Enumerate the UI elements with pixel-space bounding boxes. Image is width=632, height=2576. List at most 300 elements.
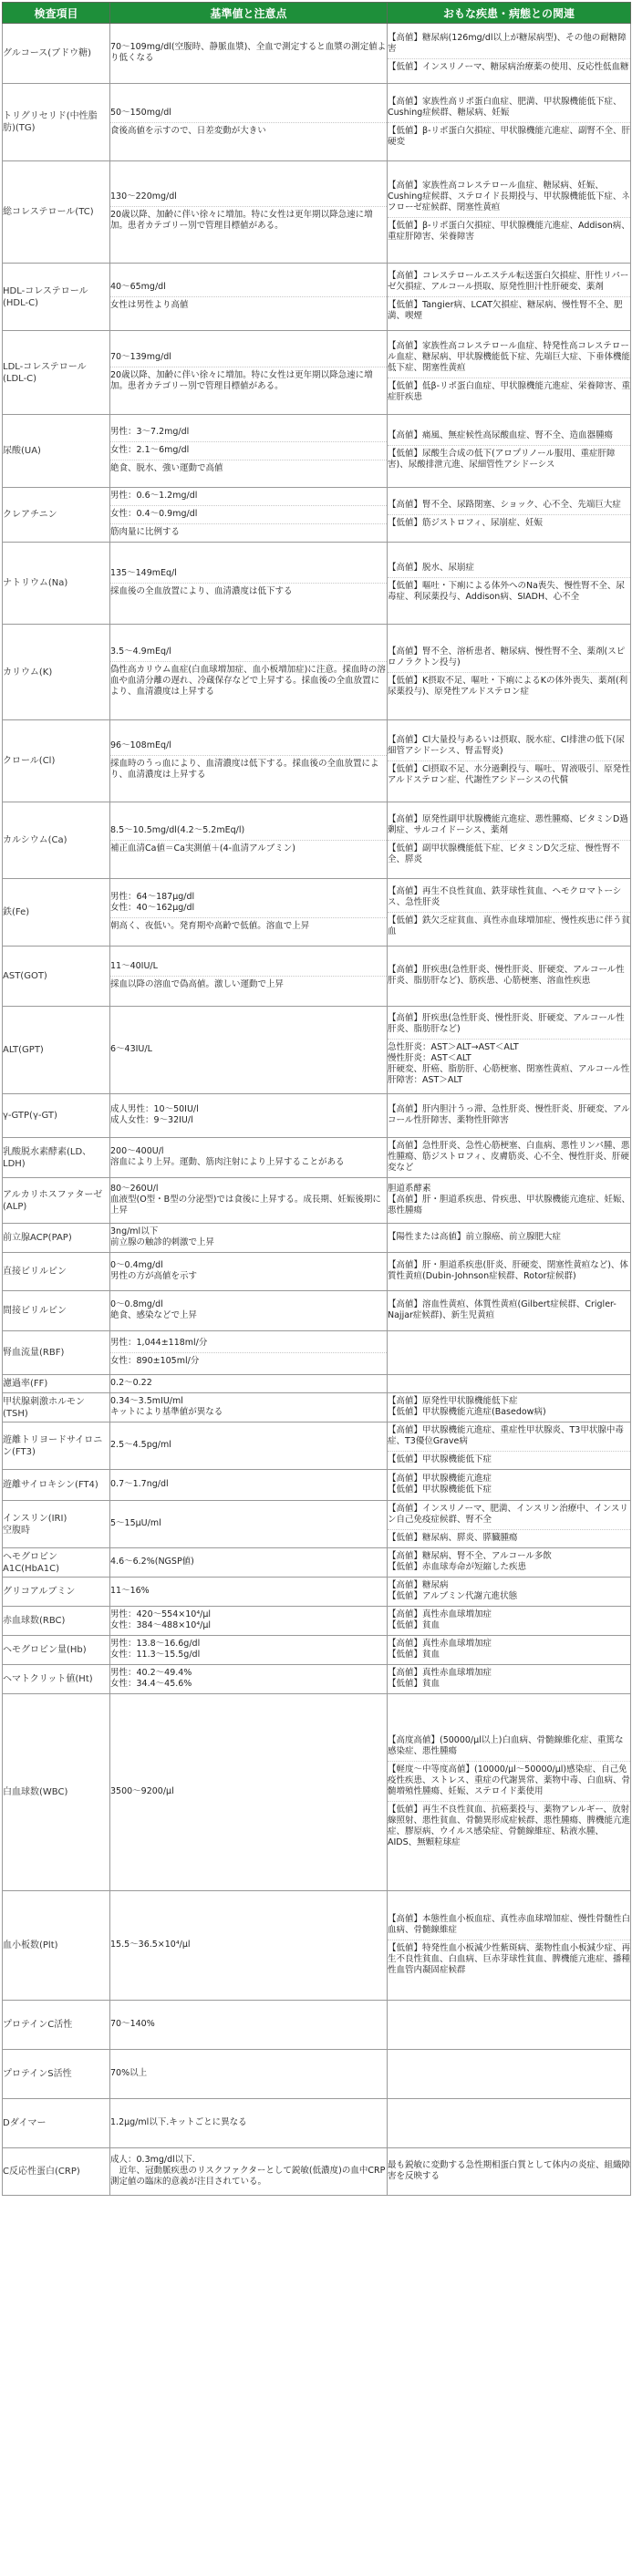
test-item-name xyxy=(3,488,110,543)
related-disease-block xyxy=(388,218,630,246)
table-row xyxy=(3,1178,631,1224)
test-item-name xyxy=(3,161,110,264)
related-disease-line: 【高値】原発性副甲状腺機能亢進症、悪性腫瘍、ビタミンD過剰症、サルコイドーシス、薬剤 xyxy=(388,814,628,835)
related-disease-block xyxy=(388,913,630,941)
reference-value-block xyxy=(110,39,387,67)
reference-value-block xyxy=(110,584,387,601)
reference-value-line: 女性：890±105ml/分 xyxy=(110,1356,200,1366)
reference-value-line: 0.7～1.7ng/dl xyxy=(110,1479,169,1489)
related-disease-block xyxy=(388,428,630,446)
related-disease-line: 【低値】Tangier病、LCAT欠損症、糖尿病、慢性腎不全、肥満、喫煙 xyxy=(388,300,623,321)
related-disease-line: 【低値】低β-リポ蛋白血症、甲状腺機能亢進症、栄養障害、重症肝疾患 xyxy=(388,381,630,402)
reference-value-cell xyxy=(110,1007,388,1094)
reference-value-cell xyxy=(110,1891,388,2001)
related-disease-block xyxy=(388,1733,630,1762)
reference-value-cell xyxy=(110,1501,388,1548)
reference-value-cell xyxy=(110,1253,388,1291)
table-row xyxy=(3,1094,631,1138)
related-disease-block xyxy=(388,178,630,218)
test-item-name xyxy=(3,1636,110,1665)
test-item-name xyxy=(3,84,110,161)
related-disease-line: 【高値】真性赤血球増加症 xyxy=(388,1668,492,1678)
reference-value-block xyxy=(110,756,387,784)
related-disease-line: 【高値】肝・胆道系疾患(肝炎、肝硬変、閉塞性黄疸など)、体質性黄疸(Dubin-Johnson症候群、Rotor症候群) xyxy=(388,1260,628,1281)
related-disease-cell xyxy=(388,2148,631,2196)
related-disease-line: 【低値】K摂取不足、嘔吐・下痢によるKの体外喪失、薬剤(利尿薬投与)、原発性アルドステロン症 xyxy=(388,675,628,697)
reference-value-block xyxy=(110,644,387,662)
reference-value-cell xyxy=(110,1665,388,1694)
table-header xyxy=(3,3,631,24)
reference-value-line: 朝高く、夜低い。発育期や高齢で低値。溶血で上昇 xyxy=(110,921,310,931)
reference-value-block xyxy=(110,488,387,506)
related-disease-block xyxy=(388,732,630,761)
related-disease-block xyxy=(388,268,630,297)
related-disease-block xyxy=(388,2022,630,2028)
related-disease-cell xyxy=(388,331,631,415)
reference-value-line: 男性：1,044±118ml/分 xyxy=(110,1338,208,1348)
reference-value-cell xyxy=(110,879,388,947)
reference-value-block xyxy=(110,367,387,396)
table-row xyxy=(3,1636,631,1665)
reference-value-block xyxy=(110,977,387,994)
related-disease-block xyxy=(388,1381,630,1387)
reference-value-block xyxy=(110,1554,387,1571)
header-test-item: 検査項目 xyxy=(3,3,110,24)
related-disease-line: 【低値】糖尿病、膵炎、膵臓腫瘍 xyxy=(388,1533,518,1543)
reference-value-block xyxy=(110,506,387,524)
reference-value-block xyxy=(110,1102,387,1130)
reference-value-line: 男性：40.2～49.4% xyxy=(110,1668,192,1678)
reference-value-line: 女性：0.4～0.9mg/dl xyxy=(110,509,198,519)
test-item-name-line: LDL-コレステロール xyxy=(3,361,87,372)
test-item-name-line: Dダイマー xyxy=(3,2118,47,2128)
reference-value-line: 男性：420～554×10⁴/μl xyxy=(110,1609,212,1619)
table-row xyxy=(3,1253,631,1291)
test-item-name xyxy=(3,1178,110,1224)
test-item-name-line: (LDL-C) xyxy=(3,373,37,384)
reference-value-block xyxy=(110,207,387,235)
test-item-name-line: 直接ビリルビン xyxy=(3,1267,67,1277)
reference-value-line: 近年、冠動脈疾患のリスクファクターとして鋭敏(低濃度)の血中CRP測定値の臨床的意義が注目されている。 xyxy=(110,2166,386,2187)
reference-value-block xyxy=(110,1636,387,1664)
test-item-name-line: γ-GTP(γ-GT) xyxy=(3,1111,57,1121)
table-row xyxy=(3,2001,631,2050)
related-disease-block xyxy=(388,1911,630,1940)
related-disease-block xyxy=(388,1422,630,1452)
related-disease-line: 急性肝炎：AST＞ALT→AST＜ALT xyxy=(388,1042,519,1052)
test-item-name xyxy=(3,1094,110,1138)
related-disease-block xyxy=(388,338,630,378)
reference-value-block xyxy=(110,1607,387,1635)
reference-value-line: 0～0.8mg/dl xyxy=(110,1299,163,1309)
test-item-name-line: 空腹時 xyxy=(3,1525,30,1536)
related-disease-cell xyxy=(388,1694,631,1891)
related-disease-block xyxy=(388,1229,630,1247)
test-item-name xyxy=(3,2099,110,2148)
test-item-name xyxy=(3,1224,110,1253)
reference-value-cell xyxy=(110,543,388,625)
reference-value-line: 採血以降の溶血で偽高値。激しい運動で上昇 xyxy=(110,979,285,989)
reference-value-line: 11～16% xyxy=(110,1586,150,1596)
reference-value-line: 女性：384～488×10⁴/μl xyxy=(110,1620,212,1630)
reference-value-line: 筋肉量に比例する xyxy=(110,527,181,537)
related-disease-block xyxy=(388,1578,630,1606)
reference-value-cell xyxy=(110,1393,388,1422)
test-item-name-line: プロテインC活性 xyxy=(3,2020,73,2030)
table-row xyxy=(3,1331,631,1375)
reference-value-line: 食後高値を示すので、日差変動が大きい xyxy=(110,125,266,136)
related-disease-line: 【低値】筋ジストロフィ、尿崩症、妊娠 xyxy=(388,518,543,528)
reference-value-line: 130～220mg/dl xyxy=(110,191,177,202)
related-disease-block xyxy=(388,1010,630,1040)
reference-value-line: 40～65mg/dl xyxy=(110,282,166,292)
related-disease-cell xyxy=(388,1470,631,1501)
reference-value-block xyxy=(110,297,387,315)
reference-value-block xyxy=(110,1297,387,1325)
reference-value-line: 0.34～3.5mIU/ml xyxy=(110,1396,183,1406)
related-disease-cell xyxy=(388,1375,631,1393)
test-item-name-line: 尿酸(UA) xyxy=(3,446,41,456)
related-disease-block xyxy=(388,884,630,913)
related-disease-cell xyxy=(388,1665,631,1694)
related-disease-line: 【高値】溶血性黄疸、体質性黄疸(Gilbert症候群、Crigler-Najjar症候群)、新生児黄疸 xyxy=(388,1299,616,1320)
reference-value-line: 偽性高カリウム血症(白血球増加症、血小板増加症)に注意。採血時の溶血や血清分離の遅れ、冷蔵保存などで上昇する。採血後の全血放置により、血清濃度は上昇する xyxy=(110,664,386,697)
related-disease-block xyxy=(388,1350,630,1356)
table-row xyxy=(3,24,631,84)
related-disease-cell xyxy=(388,802,631,879)
related-disease-block xyxy=(388,1530,630,1547)
related-disease-block xyxy=(388,1452,630,1469)
test-item-name xyxy=(3,415,110,488)
related-disease-line: 【低値】特発性血小板減少性紫斑病、薬物性血小板減少症、再生不良性貧血、白血病、巨赤芽球性貧血、脾機能亢進症、播種性血管内凝固症候群 xyxy=(388,1943,631,1975)
table-row xyxy=(3,1548,631,1578)
related-disease-line: 【高値】痛風、無症候性高尿酸血症、腎不全、造血器腫瘍 xyxy=(388,430,614,440)
test-item-name-line: 遊離サイロキシン(FT4) xyxy=(3,1480,98,1490)
test-item-name-line: 乳酸脱水素酵素(LD、LDH) xyxy=(3,1146,92,1169)
related-disease-line: 【高値】肝内胆汁うっ滞、急性肝炎、慢性肝炎、肝硬変、アルコール性肝障害、薬物性肝障害 xyxy=(388,1104,630,1125)
related-disease-line: 【陽性または高値】前立腺癌、前立腺肥大症 xyxy=(388,1232,562,1242)
table-row xyxy=(3,331,631,415)
reference-value-line: 6～43IU/L xyxy=(110,1044,152,1054)
related-disease-block xyxy=(388,1297,630,1325)
related-disease-cell xyxy=(388,2001,631,2050)
test-item-name-line: 前立腺ACP(PAP) xyxy=(3,1233,72,1243)
reference-value-block xyxy=(110,279,387,297)
reference-value-block xyxy=(110,105,387,123)
related-disease-block xyxy=(388,1607,630,1635)
reference-value-line: 男性：13.8～16.6g/dl xyxy=(110,1639,201,1649)
table-row xyxy=(3,720,631,802)
related-disease-line: 【高値】肝疾患(急性肝炎、慢性肝炎、肝硬変、アルコール性肝炎、脂肪肝など) xyxy=(388,1013,625,1034)
reference-value-block xyxy=(110,1335,387,1353)
related-disease-block xyxy=(388,297,630,326)
reference-value-line: 女性：40～162μg/dl xyxy=(110,903,195,913)
table-row xyxy=(3,1138,631,1178)
test-item-name xyxy=(3,2148,110,2196)
related-disease-line: 【低値】β-リポ蛋白欠損症、甲状腺機能亢進症、副腎不全、肝硬変 xyxy=(388,125,630,147)
reference-value-cell xyxy=(110,947,388,1007)
reference-value-cell xyxy=(110,1094,388,1138)
related-disease-cell xyxy=(388,1578,631,1607)
header-row xyxy=(3,3,631,24)
table-row xyxy=(3,1694,631,1891)
test-item-name-line: 鉄(Fe) xyxy=(3,907,30,917)
test-item-name xyxy=(3,1291,110,1331)
test-item-name-line: 赤血球数(RBC) xyxy=(3,1616,66,1626)
test-item-name-line: ヘモグロビン量(Hb) xyxy=(3,1645,87,1655)
test-item-name-line: カリウム(K) xyxy=(3,667,53,678)
reference-value-cell xyxy=(110,1138,388,1178)
reference-value-line: 3500～9200/μl xyxy=(110,1786,174,1796)
related-disease-cell xyxy=(388,1224,631,1253)
reference-value-line: 3.5～4.9mEq/l xyxy=(110,646,171,657)
reference-value-block xyxy=(110,958,387,977)
reference-value-line: 採血時のうっ血により、血清濃度は低下する。採血後の全血放置により、血清濃度は上昇する xyxy=(110,759,379,780)
test-item-name-line: ヘマトクリット値(Ht) xyxy=(3,1674,93,1684)
reference-value-cell xyxy=(110,84,388,161)
test-item-name xyxy=(3,625,110,720)
related-disease-block xyxy=(388,1471,630,1499)
reference-value-line: 200～400U/l xyxy=(110,1146,164,1156)
related-disease-block xyxy=(388,2157,630,2186)
test-item-name-line: (HDL-C) xyxy=(3,297,39,308)
related-disease-line: 【低値】甲状腺機能低下症 xyxy=(388,1485,492,1495)
reference-value-line: 0.2～0.22 xyxy=(110,1378,152,1388)
reference-value-line: 5～15μU/ml xyxy=(110,1518,161,1528)
table-row xyxy=(3,802,631,879)
reference-value-line: 20歳以降、加齢に伴い徐々に増加。特に女性は更年期以降急速に増加。患者カテゴリー別で管理目標値がある。 xyxy=(110,370,373,391)
related-disease-line: 慢性肝炎：AST＜ALT xyxy=(388,1053,471,1063)
related-disease-line: 【高値】原発性甲状腺機能低下症 xyxy=(388,1396,518,1406)
test-item-name xyxy=(3,1422,110,1470)
reference-value-cell xyxy=(110,1578,388,1607)
related-disease-block xyxy=(388,123,630,151)
table-row xyxy=(3,1224,631,1253)
related-disease-line: 【高値】急性肝炎、急性心筋梗塞、白血病、悪性リンパ腫、悪性腫瘍、筋ジストロフィ、皮膚筋炎、心不全、慢性肝炎、肝硬変など xyxy=(388,1141,630,1173)
related-disease-line: 【高値】Cl大量投与あるいは摂取、脱水症、Cl排泄の低下(尿細管アシドーシス、腎盂腎炎) xyxy=(388,735,625,756)
related-disease-line: 【高値】本態性血小板血症、真性赤血球増加症、慢性骨髄性白血病、骨髄線維症 xyxy=(388,1914,631,1935)
related-disease-block xyxy=(388,1501,630,1530)
reference-value-line: 0～0.4mg/dl xyxy=(110,1260,163,1270)
related-disease-line: 【低値】再生不良性貧血、抗癌薬投与、薬物アレルギー、放射線照射、悪性貧血、骨髄異形成症候群、悪性腫瘍、脾機能亢進症、膠原病、ウイルス感染症、骨髄線維症、粘液水腫、AIDS、無顆粒球症 xyxy=(388,1805,631,1847)
related-disease-block xyxy=(388,1393,630,1422)
reference-value-line: 15.5～36.5×10⁴/μl xyxy=(110,1940,191,1950)
reference-value-block xyxy=(110,1784,387,1801)
related-disease-block xyxy=(388,2071,630,2077)
test-item-name-line: グルコース(ブドウ糖) xyxy=(3,48,92,58)
reference-value-line: 135～149mEq/l xyxy=(110,568,177,578)
related-disease-block xyxy=(388,962,630,990)
reference-value-cell xyxy=(110,1607,388,1636)
table-row xyxy=(3,264,631,331)
reference-value-cell xyxy=(110,488,388,543)
table-row xyxy=(3,2099,631,2148)
related-disease-cell xyxy=(388,1291,631,1331)
table-row xyxy=(3,161,631,264)
reference-value-block xyxy=(110,1516,387,1533)
related-disease-cell xyxy=(388,1253,631,1291)
test-item-name-line: 間接ビリルビン xyxy=(3,1306,67,1316)
reference-value-line: 成人女性：9～32IU/l xyxy=(110,1115,193,1125)
reference-value-block xyxy=(110,1476,387,1494)
related-disease-block xyxy=(388,1636,630,1664)
related-disease-cell xyxy=(388,625,631,720)
table-row xyxy=(3,879,631,947)
table-row xyxy=(3,1891,631,2001)
reference-value-block xyxy=(110,1257,387,1286)
table-row xyxy=(3,2148,631,2196)
related-disease-line: 【高値】真性赤血球増加症 xyxy=(388,1609,492,1619)
related-disease-cell xyxy=(388,1501,631,1548)
related-disease-line: 【低値】赤血球寿命が短縮した疾患 xyxy=(388,1562,527,1572)
related-disease-line: 【低値】アルブミン代謝亢進状態 xyxy=(388,1591,518,1601)
test-item-name-line: ヘモグロビンA1C(HbA1C) xyxy=(3,1551,60,1574)
reference-value-block xyxy=(110,918,387,936)
related-disease-cell xyxy=(388,415,631,488)
related-disease-block xyxy=(388,378,630,407)
related-disease-block xyxy=(388,1138,630,1177)
related-disease-block xyxy=(388,497,630,515)
related-disease-cell xyxy=(388,1007,631,1094)
reference-value-cell xyxy=(110,161,388,264)
reference-value-block xyxy=(110,460,387,478)
related-disease-block xyxy=(388,30,630,59)
reference-value-line: 男性：3～7.2mg/dl xyxy=(110,427,190,437)
table-row xyxy=(3,947,631,1007)
reference-value-line: 1.2μg/ml以下.キットごとに異なる xyxy=(110,2117,247,2127)
reference-value-line: 女性：34.4～45.6% xyxy=(110,1679,192,1689)
reference-value-line: 96～108mEq/l xyxy=(110,740,171,750)
related-disease-line: 【低値】β-リポ蛋白欠損症、甲状腺機能亢進症、Addison病、重症肝障害、栄養障害 xyxy=(388,221,630,242)
reference-value-cell xyxy=(110,2148,388,2196)
related-disease-line: 【高値】コレステロールエステル転送蛋白欠損症、肝性リパーゼ欠損症、アルコール摂取、原発性胆汁性肝硬変、薬剤 xyxy=(388,271,629,292)
related-disease-cell xyxy=(388,543,631,625)
reference-value-cell xyxy=(110,2099,388,2148)
related-disease-cell xyxy=(388,488,631,543)
reference-value-block xyxy=(110,565,387,584)
related-disease-cell xyxy=(388,1393,631,1422)
table-row xyxy=(3,1375,631,1393)
reference-value-line: キットにより基準値が異なる xyxy=(110,1407,223,1417)
test-item-name xyxy=(3,1501,110,1548)
test-item-name xyxy=(3,720,110,802)
reference-value-cell xyxy=(110,720,388,802)
test-item-name xyxy=(3,1331,110,1375)
reference-value-block xyxy=(110,524,387,542)
related-disease-line: 【高値】腎不全、溶析患者、糖尿病、慢性腎不全、薬剤(スピロノラクトン投与) xyxy=(388,646,626,667)
lab-reference-table xyxy=(2,2,631,2196)
table-row xyxy=(3,84,631,161)
test-item-name xyxy=(3,1470,110,1501)
test-item-name xyxy=(3,1393,110,1422)
reference-value-block xyxy=(110,123,387,140)
related-disease-cell xyxy=(388,24,631,84)
related-disease-line: 【高値】肝疾患(急性肝炎、慢性肝炎、肝硬変、アルコール性肝炎、脂肪肝など)、筋疾患、心筋梗塞、溶血性疾患 xyxy=(388,965,625,986)
test-item-name xyxy=(3,1375,110,1393)
test-item-name xyxy=(3,1891,110,2001)
reference-value-cell xyxy=(110,1291,388,1331)
reference-value-block xyxy=(110,1224,387,1252)
table-row xyxy=(3,1393,631,1422)
reference-value-block xyxy=(110,1375,387,1392)
table-row xyxy=(3,1422,631,1470)
related-disease-block xyxy=(388,1181,630,1220)
test-item-name xyxy=(3,264,110,331)
related-disease-line: 【高値】家族性高コレステロール血症、特発性高コレステロール血症、糖尿病、甲状腺機能低下症、先端巨大症、下垂体機能低下症、閉塞性黄疸 xyxy=(388,341,631,373)
test-item-name xyxy=(3,24,110,84)
reference-value-cell xyxy=(110,415,388,488)
related-disease-line: 【低値】副甲状腺機能低下症、ビタミンD欠乏症、慢性腎不全、膵炎 xyxy=(388,843,620,864)
related-disease-cell xyxy=(388,1891,631,2001)
reference-value-line: 女性は男性より高値 xyxy=(110,300,189,310)
reference-value-block xyxy=(110,2065,387,2083)
reference-value-block xyxy=(110,424,387,442)
reference-value-block xyxy=(110,189,387,207)
related-disease-block xyxy=(388,446,630,474)
related-disease-block xyxy=(388,578,630,606)
related-disease-line: 【低値】貧血 xyxy=(388,1620,440,1630)
reference-value-cell xyxy=(110,1636,388,1665)
related-disease-block xyxy=(388,812,630,841)
reference-value-block xyxy=(110,1665,387,1693)
test-item-name-line: HDL-コレステロール xyxy=(3,285,88,296)
related-disease-line: 【低値】嘔吐・下痢による体外へのNa喪失、慢性腎不全、尿毒症、利尿薬投与、Addison病、SIADH、心不全 xyxy=(388,581,625,602)
reference-value-cell xyxy=(110,264,388,331)
related-disease-line: 【低値】甲状腺機能低下症 xyxy=(388,1454,492,1464)
test-item-name-line: トリグリセリド(中性脂肪)(TG) xyxy=(3,111,98,133)
reference-value-block xyxy=(110,662,387,701)
related-disease-block xyxy=(388,560,630,578)
test-item-name-line: ALT(GPT) xyxy=(3,1045,44,1055)
related-disease-block xyxy=(388,1548,630,1577)
related-disease-cell xyxy=(388,1331,631,1375)
reference-value-line: 溶血により上昇。運動、筋肉注射により上昇することがある xyxy=(110,1157,345,1167)
related-disease-cell xyxy=(388,1636,631,1665)
related-disease-line: 【低値】インスリノーマ、糖尿病治療薬の使用、反応性低血糖 xyxy=(388,62,629,72)
related-disease-block xyxy=(388,1940,630,1980)
reference-value-line: 採血後の全血放置により、血清濃度は低下する xyxy=(110,586,293,596)
reference-value-line: 3ng/ml以下 xyxy=(110,1226,159,1236)
reference-value-block xyxy=(110,1437,387,1454)
test-item-name-line: 血小板数(Plt) xyxy=(3,1940,58,1950)
related-disease-cell xyxy=(388,1548,631,1578)
lab-reference-table-container xyxy=(2,2,630,2196)
test-item-name-line: 総コレステロール(TC) xyxy=(3,207,94,217)
table-row xyxy=(3,1578,631,1607)
related-disease-line: 【低値】Cl摂取不足、水分過剰投与、嘔吐、胃液吸引、原発性アルドステロン症、代謝性アシドーシスの代償 xyxy=(388,764,630,785)
reference-value-block xyxy=(110,1393,387,1422)
reference-value-cell xyxy=(110,802,388,879)
reference-value-cell xyxy=(110,1422,388,1470)
related-disease-block xyxy=(388,515,630,533)
related-disease-line: 【高値】脱水、尿崩症 xyxy=(388,563,475,573)
related-disease-line: 【高値】甲状腺機能亢進症 xyxy=(388,1474,492,1484)
related-disease-block xyxy=(388,1665,630,1693)
related-disease-block xyxy=(388,94,630,123)
reference-value-cell xyxy=(110,24,388,84)
test-item-name-line: クレアチニン xyxy=(3,510,57,520)
reference-value-cell xyxy=(110,1694,388,1891)
reference-value-line: 前立腺の触診的刺激で上昇 xyxy=(110,1237,215,1247)
test-item-name xyxy=(3,2050,110,2099)
reference-value-block xyxy=(110,889,387,918)
related-disease-line: 胆道系酵素 xyxy=(388,1184,431,1194)
related-disease-line: 【高値】家族性高コレステロール血症、糖尿病、妊娠、Cushing症候群、ステロイド長期投与、甲状腺機能低下症、ネフローゼ症候群、閉塞性黄疸 xyxy=(388,181,630,212)
reference-value-line: 女性：2.1～6mg/dl xyxy=(110,445,190,455)
reference-value-line: 男性：0.6～1.2mg/dl xyxy=(110,491,198,501)
test-item-name-line: インスリン(IRI) xyxy=(3,1513,67,1524)
reference-value-block xyxy=(110,2115,387,2132)
